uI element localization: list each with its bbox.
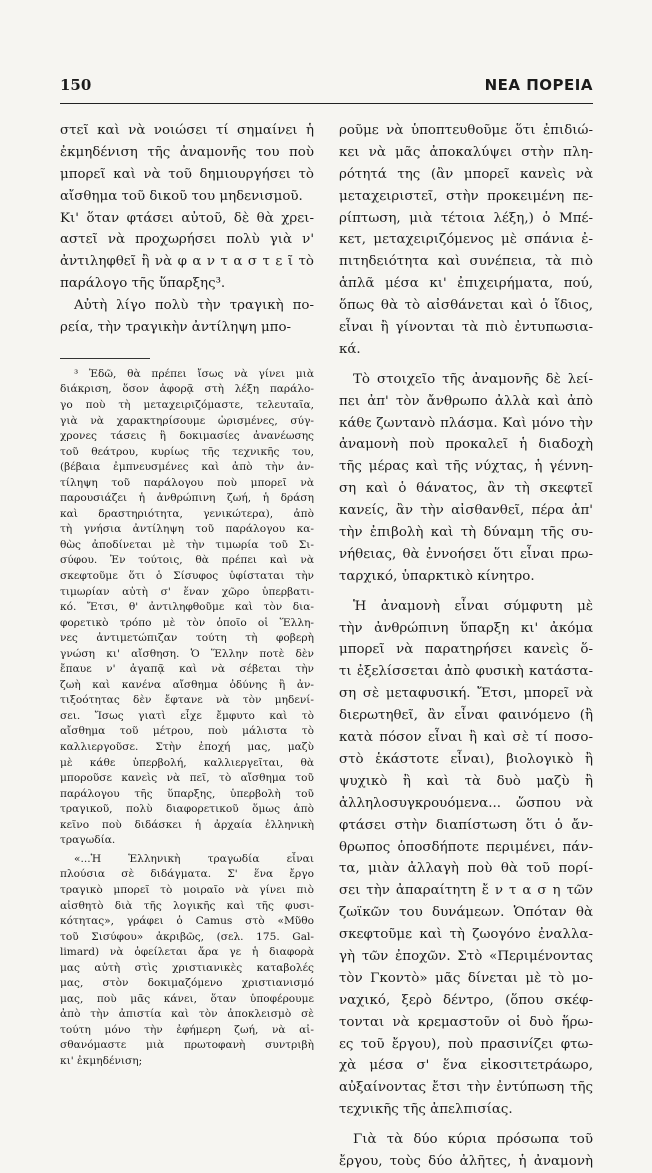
text-line: σύφου. Ἐν τούτοις, θὰ πρέπει καὶ νὰ bbox=[60, 554, 314, 567]
text-line: αἰσθητὸ διὰ τῆς λογικῆς καὶ τῆς φυσι- bbox=[60, 899, 314, 912]
text-line: Τὸ στοιχεῖο τῆς ἀναμονῆς δὲ λεί- bbox=[353, 371, 593, 387]
text-line: ἁπλᾶ μέσα κι' ἐπιχειρήματα, πού, bbox=[339, 276, 593, 292]
text-line: ρίπτωση, μιὰ τέτοια λέξη,) ὁ Μπέ- bbox=[339, 210, 593, 226]
text-line: ἀπὸ τὴν ἀπιστία καὶ τὸν ἀποκλεισμὸ σὲ bbox=[60, 1008, 314, 1021]
text-line: τεχνικῆς τῆς ἀπελπισίας. bbox=[339, 1102, 513, 1118]
text-line: ροῦμε νὰ ὑποπτευθοῦμε ὅτι ἐπιδιώ- bbox=[339, 123, 593, 138]
text-line: ες τοῦ ἔργου), ποὺ πρασινίζει φτω- bbox=[339, 1036, 593, 1052]
text-line: νες ἀντιμετώπιζαν τούτη τὴ φοβερὴ bbox=[60, 632, 314, 645]
text-line: γιὰ νὰ χαρακτηρίσουμε ὡρισμένες, σύγ- bbox=[60, 414, 314, 427]
text-line: θὼς ἀποδίνεται μὲ τὴν τιμωρία τοῦ Σι- bbox=[60, 538, 314, 551]
text-line: μὲ κάθε ὑπερβολή, καλλιεργεῖται, θὰ bbox=[60, 756, 314, 769]
text-line: μεταχειριστεῖ, στὴν προκειμένη πε- bbox=[339, 188, 593, 204]
text-line: ἀλληλοσυγκρουόμενα... ὥσπου νὰ bbox=[339, 795, 593, 811]
text-line: μας, ποὺ μᾶς κάνει, ὅταν ὑποφέρουμε bbox=[60, 992, 314, 1005]
text-line: ση καὶ ὁ θάνατος, ἂν τὴ σκεφτεῖ bbox=[339, 481, 593, 497]
text-line: τραγωδία. bbox=[60, 834, 116, 847]
text-line: γνώση κι' αἴσθηση. Ὁ Ἕλλην ποτὲ δὲν bbox=[60, 647, 314, 660]
text-line: νήθειας, θὰ ἐννοήσει ὅτι εἶναι πρω- bbox=[339, 546, 593, 562]
text-line: ψυχικὸ ἢ καὶ τὰ δυὸ μαζὺ ἢ bbox=[339, 773, 593, 789]
text-line: Ἡ ἀναμονὴ εἶναι σύμφυτη μὲ bbox=[353, 598, 593, 614]
text-line: διάκριση, ὅσον ἀφορᾷ στὴ λέξη παράλο- bbox=[60, 383, 314, 396]
text-line: ἐκμηδένιση τῆς ἀναμονῆς του ποὺ bbox=[60, 144, 314, 160]
text-line: μας, στὸν δοκιμαζόμενο χριστιανισμό bbox=[60, 977, 314, 990]
text-line: τοῦ Σισύφου» ἀκριβῶς, (σελ. 175. Gal- bbox=[60, 930, 314, 943]
text-line: τὸν Γκοντὸ» μᾶς δίνεται μὲ τὸ μο- bbox=[339, 970, 593, 986]
text-line: μας αὐτὴ στὶς χριστιανικὲς καταβολές bbox=[60, 961, 314, 974]
text-line: τούτη μόνο τὴν ἐφήμερη ζωή, νὰ αἰ- bbox=[60, 1023, 314, 1036]
text-line: τὴ γνήσια ἀντίληψη τοῦ παράλογου κα- bbox=[60, 523, 314, 536]
text-line: τὴν ἐπιβολὴ καὶ τὴ δύναμη τῆς συ- bbox=[339, 525, 593, 541]
text-line: αὐξαίνοντας ἔτσι τὴν ἐντύπωση τῆς bbox=[339, 1080, 593, 1096]
text-line: γο ποὺ τὴ μεταχειριζόμαστε, τελευταῖα, bbox=[60, 399, 314, 411]
text-line: σκεφτοῦμε καὶ τὴ ζωογόνο ἐναλλα- bbox=[339, 927, 593, 943]
text-line: (βέβαια ἐμπνευσμένες καὶ ἀπὸ τὴν ἀν- bbox=[60, 461, 314, 474]
text-line: τὴν ἀνθρώπινη ὕπαρξη κι' ἀκόμα bbox=[339, 620, 593, 636]
text-line: κι' ἐκμηδένιση; bbox=[60, 1054, 143, 1067]
page-number: 150 bbox=[60, 76, 92, 94]
text-line: αστεῖ νὰ προχωρήσει πολὺ γιὰ ν' bbox=[60, 232, 314, 248]
text-line: σθανόμαστε μιὰ πρωτοφανὴ συντριβὴ bbox=[60, 1039, 314, 1052]
text-line: χὰ μέσα σ' ἕνα εἰκοσιτετράωρο, bbox=[339, 1058, 593, 1074]
text-line: κό. Ἔτσι, θ' ἀντιληφθοῦμε καὶ τὸν δια- bbox=[60, 601, 314, 614]
text-line: αἴσθημα τοῦ μέτρου, ποὺ μάλιστα τὸ bbox=[60, 725, 314, 738]
text-line: σει τὴν ἀπαραίτητη ἔ ν τ α σ η τῶν bbox=[339, 883, 593, 899]
text-line: πλούσια σὲ διδάγματα. Σ' ἕνα ἔργο bbox=[60, 868, 314, 881]
paragraph bbox=[339, 1129, 593, 1173]
text-line: Κι' ὅταν φτάσει αὐτοῦ, δὲ θὰ χρει- bbox=[60, 210, 314, 226]
text-line: κει νὰ μᾶς ἀποκαλύψει στὴν πλη- bbox=[339, 144, 593, 160]
journal-title: ΝΕΑ ΠΟΡΕΙΑ bbox=[484, 76, 593, 94]
text-line: διερωτηθεῖ, ἂν εἶναι φαινόμενο (ἢ bbox=[339, 708, 593, 724]
text-line: κότητας», γράφει ὁ Camus στὸ «Μῦθο bbox=[60, 915, 314, 928]
text-line: στὸ ἑκάστοτε εἶναι), βιολογικὸ ἢ bbox=[339, 751, 593, 767]
footnote bbox=[60, 367, 314, 849]
text-line: ταρχικό, ὑπαρκτικὸ κίνητρο. bbox=[339, 568, 535, 584]
text-line: ἀναμονὴ ποὺ προκαλεῖ ἡ διαδοχὴ bbox=[339, 437, 593, 453]
page-header bbox=[60, 76, 593, 100]
text-line: καλλιεργοῦσε. Στὴν ἐποχή μας, μαζὺ bbox=[60, 741, 314, 754]
text-line: τι ἐξελίσσεται ἀπὸ φυσικὴ κατάστα- bbox=[339, 664, 593, 680]
text-line: τραγικὸ μπορεῖ τὸ μοιραῖο νὰ γίνει πιὸ bbox=[60, 883, 314, 896]
text-line: ρότητά της (ἂν μπορεῖ κανεὶς νὰ bbox=[339, 166, 593, 182]
text-line: μπορεῖ καὶ νὰ τοῦ δημιουργήσει τὸ bbox=[60, 166, 314, 182]
text-line: ἔπαυε ν' ἀγαπᾷ καὶ νὰ σέβεται τὴν bbox=[60, 663, 314, 676]
text-line: τῆς μέρας καὶ τῆς νύχτας, ἡ γέννη- bbox=[339, 459, 593, 475]
text-line: θρωπος ὁποσδήποτε περιμένει, πάν- bbox=[339, 839, 593, 855]
left-body-text bbox=[60, 120, 314, 339]
text-line: πιτηδειότητα καὶ συνέπεια, τὰ πιὸ bbox=[339, 254, 593, 270]
footnote-quote bbox=[60, 852, 314, 1070]
text-line: παρουσιάζει ἡ ἀνθρώπινη ζωή, ἡ δράση bbox=[60, 492, 314, 505]
text-line: κετ, μεταχειριζόμενος μὲ σπάνια ἐ- bbox=[339, 232, 593, 248]
text-line: καὶ δραστηριότητα, γενικώτερα), ἀπὸ bbox=[60, 507, 314, 520]
text-line: ὅπως θὰ τὸ αἰσθάνεται καὶ ὁ ἴδιος, bbox=[339, 298, 593, 314]
text-line: σκεφτοῦμε ὅτι ὁ Σίσυφος ὑφίσταται τὴν bbox=[60, 570, 314, 583]
text-line: τιμωρίαν αὐτὴ σ' ἕναν χῶρο ὑπερβατι- bbox=[60, 585, 314, 598]
text-line: κάθε ζωντανὸ πλάσμα. Καὶ μόνο τὴν bbox=[339, 415, 593, 431]
text-line: τίληψη τοῦ παράλογου ποὺ μπορεῖ νὰ bbox=[60, 476, 314, 489]
text-line: ἔργου, τοὺς δύο ἀλῆτες, ἡ ἀναμονὴ bbox=[339, 1153, 593, 1169]
text-line: ³ Ἐδῶ, θὰ πρέπει ἴσως νὰ γίνει μιὰ bbox=[74, 367, 314, 380]
text-line: Γιὰ τὰ δύο κύρια πρόσωπα τοῦ bbox=[353, 1132, 593, 1148]
text-line: εἶναι ἢ γίνονται τὰ πιὸ ἐντυπωσια- bbox=[339, 320, 593, 336]
text-line: παράλογου τῆς ὕπαρξης, ὑπερβολὴ τοῦ bbox=[60, 787, 314, 800]
text-line: φτάσει στὴν διαπίστωση ὅτι ὁ ἄν- bbox=[339, 817, 593, 833]
text-line: κά. bbox=[339, 341, 361, 357]
text-line: γὴ τῶν ἐποχῶν. Στὸ «Περιμένοντας bbox=[339, 948, 593, 964]
text-line: κεῖνο ποὺ διδάσκει ἡ ἀρχαία ἑλληνικὴ bbox=[60, 818, 314, 831]
text-line: σει. Ἴσως γιατὶ εἶχε ἔμφυτο καὶ τὸ bbox=[60, 709, 314, 722]
text-line: τιξοότητας δὲν ἔφτανε νὰ τὸν μηδενί- bbox=[60, 694, 314, 707]
text-line: τοῦ θεάτρου, κυρίως τῆς τεχνικῆς του, bbox=[60, 445, 314, 458]
header-rule bbox=[60, 103, 593, 104]
text-line: ζωὴ καὶ κανένα αἴσθημα ὀδύνης ἢ ἀν- bbox=[60, 678, 314, 691]
text-line: ρεία, τὴν τραγικὴν ἀντίληψη μπο- bbox=[60, 320, 292, 336]
left-column bbox=[60, 120, 314, 1070]
text-line: παράλογο τῆς ὕπαρξης³. bbox=[60, 276, 226, 292]
text-line: κατὰ πόσον εἶναι ἢ καὶ σὲ τί ποσο- bbox=[339, 730, 593, 746]
text-line: ναχικό, ξερὸ δέντρο, (ὅπου σκέφ- bbox=[339, 992, 593, 1008]
text-line: μποροῦσε κανεὶς νὰ πεῖ, τὸ αἴσθημα τοῦ bbox=[60, 772, 314, 785]
text-line: Αὐτὴ λίγο πολὺ τὴν τραγικὴ πο- bbox=[74, 298, 314, 314]
text-line: φορετικὸ τρόπο μὲ τὸν ὁποῖο οἱ Ἕλλη- bbox=[60, 616, 314, 629]
text-line: τραγικοῦ, πολὺ διαφορετικοῦ ὅμως ἀπὸ bbox=[60, 803, 314, 816]
footnote-rule bbox=[60, 358, 150, 359]
text-line: ση σὲ μεταφυσική. Ἔτσι, μπορεῖ νὰ bbox=[339, 686, 593, 702]
text-line: «...Ἡ Ἑλληνικὴ τραγωδία εἶναι bbox=[74, 852, 314, 865]
paragraph bbox=[339, 369, 593, 588]
text-line: ἀντιληφθεῖ ἢ νὰ φ α ν τ α σ τ ε ῖ τὸ bbox=[60, 254, 314, 270]
text-line: ζωϊκῶν του δυνάμεων. Ὁπόταν θὰ bbox=[339, 905, 593, 921]
right-column bbox=[339, 120, 593, 1173]
text-line: στεῖ καὶ νὰ νοιώσει τί σημαίνει ἡ bbox=[60, 123, 314, 138]
text-line: limard) νὰ ὀφείλεται ἄρα γε ἡ διαφορὰ bbox=[60, 946, 314, 959]
text-line: πει ἀπ' τὸν ἄνθρωπο ἀλλὰ καὶ ἀπὸ bbox=[339, 393, 593, 409]
text-line: τα, μιὰν ἀλλαγὴ ποὺ θὰ τοῦ πορί- bbox=[339, 861, 593, 877]
text-line: αἴσθημα τοῦ δικοῦ του μηδενισμοῦ. bbox=[60, 188, 303, 204]
text-line: κανείς, ἂν τὴν αἰσθανθεῖ, πέρα ἀπ' bbox=[339, 503, 593, 519]
text-line: τονται νὰ κρεμαστοῦν οἱ δυὸ ἥρω- bbox=[339, 1014, 593, 1030]
paragraph bbox=[339, 120, 593, 361]
paragraph bbox=[339, 596, 593, 1121]
text-line: χρονες τάσεις ἢ δοκιμασίες ἀνανέωσης bbox=[60, 430, 314, 443]
text-line: μπορεῖ νὰ παρατηρήσει κανεὶς ὅ- bbox=[339, 642, 593, 658]
